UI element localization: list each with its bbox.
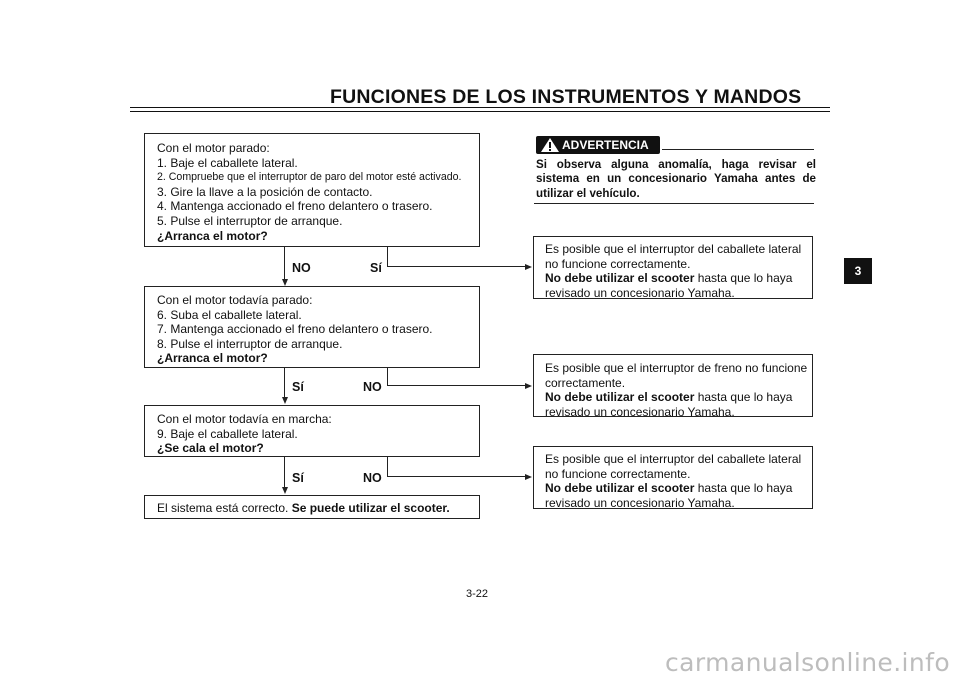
- warning-rule-bottom: [534, 203, 814, 204]
- arrow-right-1: [525, 264, 532, 270]
- flow-box-2-line: Con el motor todavía parado:: [157, 293, 313, 307]
- result-box-3-line: Es posible que el interruptor del caballete lateral: [545, 452, 802, 466]
- result-box-1-bold: No debe utilizar el scooter: [545, 271, 695, 286]
- result-box-1-text: hasta que lo haya: [694, 271, 793, 286]
- arrow-down-3: [282, 487, 288, 494]
- result-box-3-line: no funcione correctamente.: [545, 466, 691, 481]
- connector-right-2: [387, 385, 525, 386]
- flow-box-4: [144, 495, 480, 519]
- flow-box-3-line: 9. Baje el caballete lateral.: [157, 426, 298, 441]
- warning-label: ADVERTENCIA: [562, 138, 649, 152]
- result-box-2: [533, 354, 813, 417]
- page-number: 3-22: [466, 588, 489, 600]
- result-box-1-line: Es posible que el interruptor del caballete lateral: [545, 242, 802, 256]
- connector-down-1: [284, 247, 285, 279]
- result-box-3: [533, 446, 813, 509]
- branch-label-si-2: Sí: [292, 380, 304, 394]
- warning-triangle-icon: [540, 137, 560, 153]
- flow-box-1-line: 1. Baje el caballete lateral.: [157, 155, 298, 170]
- flow-box-4-bold: Se puede utilizar el scooter.: [291, 501, 450, 515]
- branch-label-no-2: NO: [363, 380, 382, 394]
- result-box-3-bold: No debe utilizar el scooter: [545, 481, 695, 496]
- result-box-2-line: correctamente.: [545, 375, 626, 390]
- branch-label-si-3: Sí: [292, 471, 304, 485]
- chapter-tab[interactable]: 3: [844, 258, 872, 284]
- flow-box-1: [144, 133, 480, 247]
- flow-box-3-question: ¿Se cala el motor?: [157, 441, 264, 456]
- result-box-2-line: [545, 390, 812, 405]
- flow-box-1-line: 5. Pulse el interruptor de arranque.: [157, 213, 343, 228]
- flow-box-1-line: 2. Compruebe que el interruptor de paro del motor esté activado.: [157, 171, 462, 184]
- result-box-2-line: revisado un concesionario Yamaha.: [545, 404, 735, 419]
- connector-down-3: [284, 457, 285, 487]
- flow-box-3: [144, 405, 480, 457]
- arrow-right-2: [525, 383, 532, 389]
- flow-box-4-line: [157, 501, 479, 516]
- flow-box-2-line: 8. Pulse el interruptor de arranque.: [157, 336, 343, 351]
- result-box-1-line: no funcione correctamente.: [545, 256, 691, 271]
- arrow-down-2: [282, 397, 288, 404]
- flow-box-2: [144, 286, 480, 368]
- warning-badge: [536, 136, 660, 154]
- result-box-1-line: [545, 271, 812, 286]
- connector-branch-1: [387, 247, 388, 267]
- result-box-2-text: hasta que lo haya: [694, 390, 793, 405]
- flow-box-1-question: ¿Arranca el motor?: [157, 228, 268, 243]
- branch-label-no-1: NO: [292, 261, 311, 275]
- page-title: FUNCIONES DE LOS INSTRUMENTOS Y MANDOS: [330, 86, 802, 108]
- result-box-3-line: revisado un concesionario Yamaha.: [545, 495, 735, 510]
- connector-right-3: [387, 476, 525, 477]
- connector-branch-3: [387, 457, 388, 477]
- connector-down-2: [284, 368, 285, 397]
- flow-box-2-line: 7. Mantenga accionado el freno delantero o trasero.: [157, 322, 433, 337]
- result-box-3-line: [545, 481, 812, 496]
- flow-box-2-question: ¿Arranca el motor?: [157, 351, 268, 366]
- branch-label-no-3: NO: [363, 471, 382, 485]
- flow-box-1-line: Con el motor parado:: [157, 141, 270, 155]
- flow-box-1-line: 3. Gire la llave a la posición de contacto.: [157, 184, 373, 199]
- flow-box-1-line: 4. Mantenga accionado el freno delantero o trasero.: [157, 199, 433, 214]
- result-box-2-line: Es posible que el interruptor de freno no funcione: [545, 361, 808, 375]
- flow-box-2-line: 6. Suba el caballete lateral.: [157, 307, 302, 322]
- result-box-1-line: revisado un concesionario Yamaha.: [545, 285, 735, 300]
- header-rule-top: [130, 107, 830, 108]
- result-box-3-text: hasta que lo haya: [694, 481, 793, 496]
- warning-rule-top: [662, 149, 814, 150]
- connector-branch-2: [387, 368, 388, 386]
- connector-right-1: [387, 266, 525, 267]
- flow-box-4-text: El sistema está correcto.: [157, 501, 292, 515]
- arrow-right-3: [525, 474, 532, 480]
- arrow-down-1: [282, 279, 288, 286]
- warning-text: Si observa alguna anomalía, haga revisar el sistema en un concesionario Yamaha antes de utilizar el vehículo.: [536, 158, 816, 200]
- branch-label-si-1: Sí: [370, 261, 382, 275]
- result-box-1: [533, 236, 813, 299]
- result-box-2-bold: No debe utilizar el scooter: [545, 390, 695, 405]
- watermark[interactable]: carmanualsonline.info: [665, 648, 951, 677]
- header-rule-bottom: [130, 111, 830, 112]
- flow-box-3-line: Con el motor todavía en marcha:: [157, 412, 332, 426]
